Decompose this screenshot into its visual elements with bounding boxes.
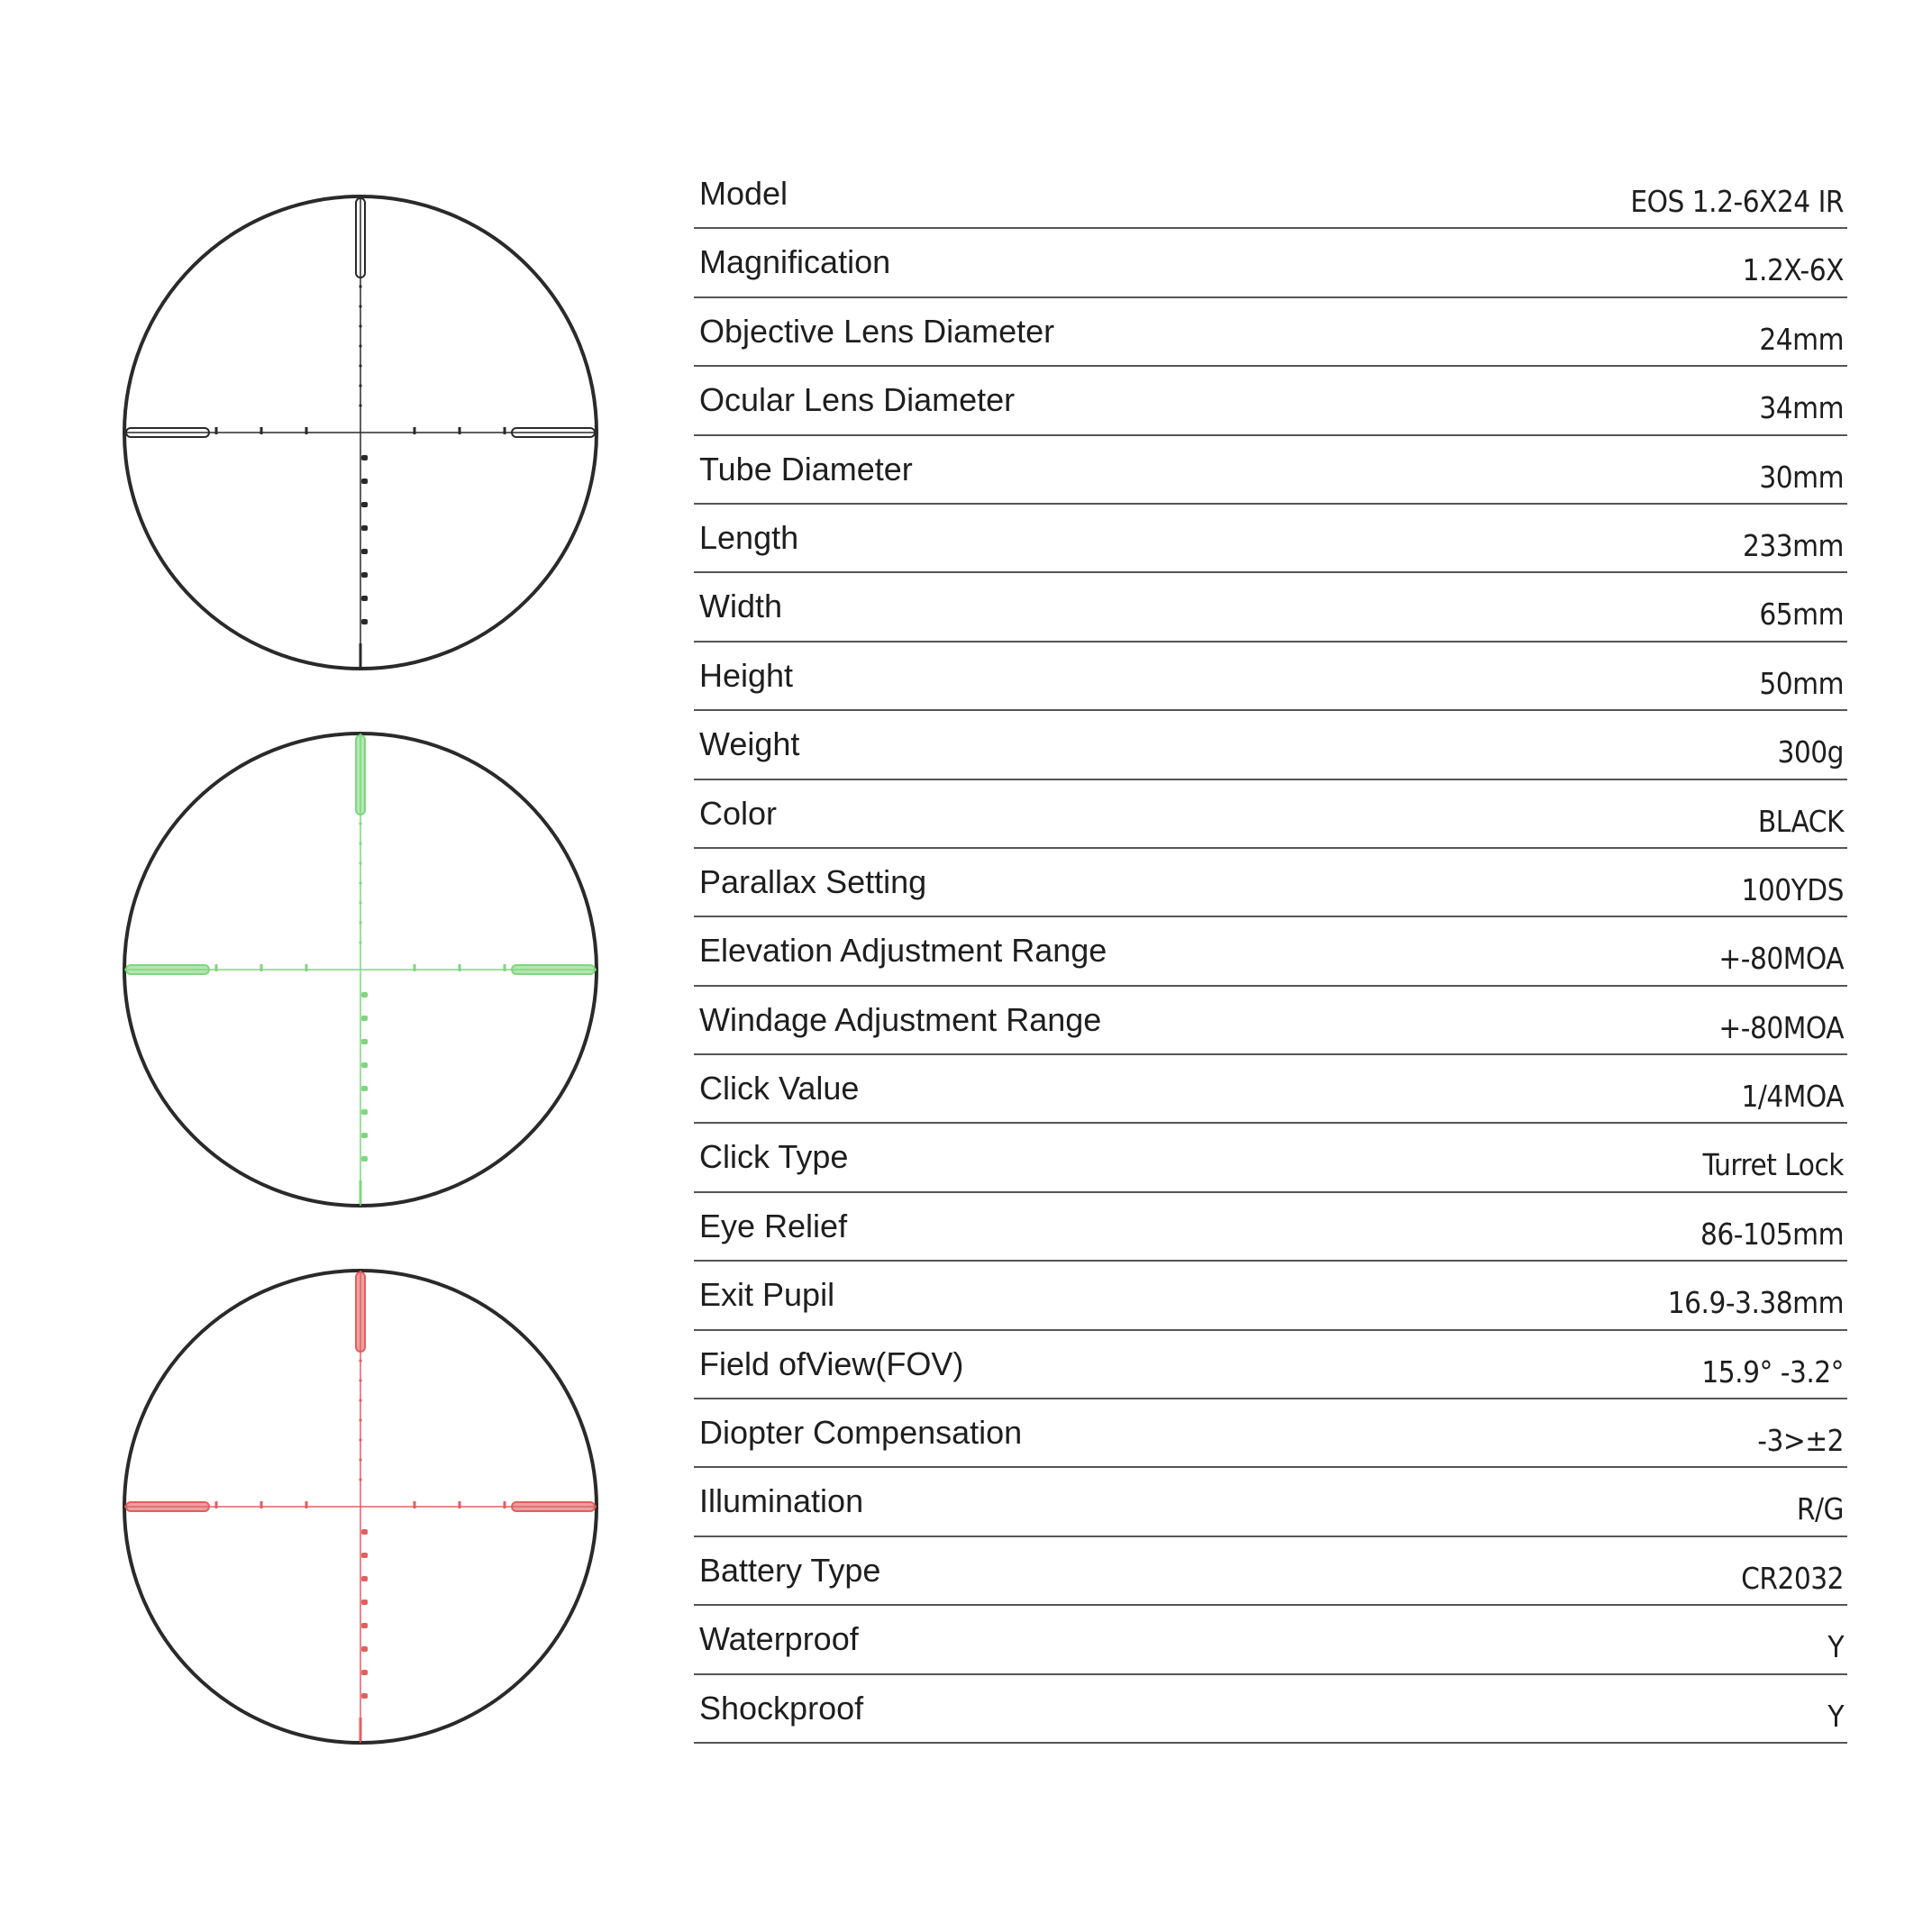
holdover-mark xyxy=(361,1623,368,1628)
spec-value: 24mm xyxy=(1759,321,1844,357)
elevation-dot xyxy=(359,842,361,844)
spec-label: Weight xyxy=(699,725,800,763)
post-left xyxy=(126,965,209,974)
spec-value: Y xyxy=(1827,1629,1844,1665)
holdover-mark xyxy=(361,1086,368,1091)
spec-label: Click Value xyxy=(699,1070,860,1107)
spec-row-parallax xyxy=(694,849,1847,917)
spec-label: Waterproof xyxy=(699,1620,859,1658)
post-right xyxy=(512,1502,595,1511)
spec-label: Shockproof xyxy=(699,1689,864,1727)
spec-value: Y xyxy=(1827,1698,1844,1734)
elevation-dot xyxy=(359,822,361,825)
spec-table xyxy=(694,160,1847,1744)
spec-value: 100YDS xyxy=(1741,871,1844,907)
holdover-mark xyxy=(361,992,368,998)
post-left xyxy=(126,1502,209,1511)
holdover-mark xyxy=(361,1529,368,1535)
spec-label: Battery Type xyxy=(699,1551,881,1589)
elevation-dot xyxy=(359,1379,361,1381)
holdover-mark xyxy=(361,1062,368,1068)
spec-value: +-80MOA xyxy=(1718,941,1844,977)
spec-label: Tube Diameter xyxy=(699,450,913,488)
spec-row-click-value xyxy=(694,1055,1847,1124)
holdover-mark xyxy=(361,525,368,531)
elevation-dot xyxy=(359,1458,361,1461)
spec-row-length xyxy=(694,505,1847,573)
reticle-green-icon xyxy=(117,726,604,1213)
spec-row-ocular-lens xyxy=(694,367,1847,435)
spec-label: Ocular Lens Diameter xyxy=(699,381,1016,419)
holdover-mark xyxy=(361,1646,368,1652)
holdover-mark xyxy=(361,455,368,460)
spec-value: 15.9° -3.2° xyxy=(1701,1353,1844,1390)
elevation-dot xyxy=(359,921,361,924)
spec-value: 233mm xyxy=(1742,527,1844,563)
elevation-dot xyxy=(359,364,361,367)
spec-label: Windage Adjustment Range xyxy=(699,1000,1102,1038)
spec-row-height xyxy=(694,642,1847,711)
spec-label: Magnification xyxy=(699,243,891,281)
elevation-dot xyxy=(359,1359,361,1362)
elevation-dot xyxy=(359,404,361,406)
holdover-mark xyxy=(361,1693,368,1699)
elevation-dot xyxy=(359,941,361,943)
reticle-green xyxy=(117,726,604,1213)
spec-label: Height xyxy=(699,656,794,694)
spec-value: 86-105mm xyxy=(1700,1216,1844,1252)
reticle-black xyxy=(117,189,604,676)
holdover-mark xyxy=(361,596,368,601)
spec-value: 65mm xyxy=(1759,597,1844,633)
spec-row-magnification xyxy=(694,229,1847,297)
spec-value: +-80MOA xyxy=(1718,1009,1844,1045)
spec-label: Illumination xyxy=(699,1482,864,1520)
spec-row-shockproof xyxy=(694,1675,1847,1744)
holdover-mark xyxy=(361,549,368,554)
spec-label: Click Type xyxy=(699,1138,849,1176)
spec-label: Color xyxy=(699,794,778,832)
spec-label: Field ofView(FOV) xyxy=(699,1344,964,1382)
reticle-black-icon xyxy=(117,189,604,676)
post-right xyxy=(512,965,595,974)
spec-label: Objective Lens Diameter xyxy=(699,312,1055,350)
holdover-mark xyxy=(361,1599,368,1605)
post-top xyxy=(356,735,365,815)
holdover-mark xyxy=(361,572,368,578)
spec-value: 30mm xyxy=(1759,459,1844,495)
spec-row-exit-pupil xyxy=(694,1262,1847,1330)
spec-row-tube-diameter xyxy=(694,436,1847,505)
spec-row-width xyxy=(694,573,1847,642)
spec-value: 34mm xyxy=(1759,390,1844,426)
spec-label: Model xyxy=(699,175,788,212)
spec-row-weight xyxy=(694,711,1847,779)
spec-value: 1.2X-6X xyxy=(1742,252,1844,288)
spec-row-click-type xyxy=(694,1124,1847,1192)
spec-row-battery xyxy=(694,1537,1847,1606)
spec-row-color xyxy=(694,780,1847,849)
spec-label: Diopter Compensation xyxy=(699,1414,1023,1452)
spec-value: BLACK xyxy=(1757,803,1844,839)
spec-value: -3>±2 xyxy=(1757,1423,1844,1459)
spec-row-waterproof xyxy=(694,1606,1847,1674)
spec-value: 1/4MOA xyxy=(1741,1079,1844,1115)
spec-row-objective-lens xyxy=(694,298,1847,367)
post-top xyxy=(356,1272,365,1352)
spec-row-eye-relief xyxy=(694,1193,1847,1262)
holdover-mark xyxy=(361,1156,368,1162)
reticle-diagrams xyxy=(0,0,649,1932)
spec-value: 300g xyxy=(1777,734,1844,770)
elevation-dot xyxy=(359,324,361,327)
spec-label: Elevation Adjustment Range xyxy=(699,932,1107,970)
spec-value: 50mm xyxy=(1759,665,1844,701)
holdover-mark xyxy=(361,1576,368,1581)
spec-label: Parallax Setting xyxy=(699,862,927,900)
spec-value: Turret Lock xyxy=(1702,1147,1844,1183)
holdover-mark xyxy=(361,478,368,484)
spec-row-elevation xyxy=(694,917,1847,986)
spec-label: Length xyxy=(699,518,799,556)
elevation-dot xyxy=(359,1478,361,1481)
elevation-dot xyxy=(359,861,361,864)
spec-label: Eye Relief xyxy=(699,1207,848,1244)
spec-row-illumination xyxy=(694,1468,1847,1536)
elevation-dot xyxy=(359,344,361,347)
elevation-dot xyxy=(359,305,361,307)
elevation-dot xyxy=(359,1418,361,1421)
spec-row-windage xyxy=(694,987,1847,1055)
holdover-mark xyxy=(361,619,368,624)
holdover-mark xyxy=(361,502,368,507)
holdover-mark xyxy=(361,1553,368,1558)
spec-label: Width xyxy=(699,588,783,625)
spec-value: R/G xyxy=(1796,1491,1844,1527)
reticle-red-icon xyxy=(117,1263,604,1750)
holdover-mark xyxy=(361,1133,368,1138)
elevation-dot xyxy=(359,901,361,904)
holdover-mark xyxy=(361,1109,368,1115)
spec-row-model xyxy=(694,160,1847,229)
elevation-dot xyxy=(359,881,361,884)
spec-value: 16.9-3.38mm xyxy=(1667,1285,1844,1321)
spec-row-fov xyxy=(694,1331,1847,1399)
spec-label: Exit Pupil xyxy=(699,1276,835,1314)
holdover-mark xyxy=(361,1016,368,1021)
spec-value: CR2032 xyxy=(1741,1560,1844,1596)
holdover-mark xyxy=(361,1039,368,1044)
holdover-mark xyxy=(361,1670,368,1675)
elevation-dot xyxy=(359,1399,361,1401)
elevation-dot xyxy=(359,384,361,387)
elevation-dot xyxy=(359,285,361,287)
spec-value: EOS 1.2-6X24 IR xyxy=(1630,184,1844,219)
reticle-red xyxy=(117,1263,604,1750)
spec-row-diopter xyxy=(694,1399,1847,1468)
elevation-dot xyxy=(359,1438,361,1441)
